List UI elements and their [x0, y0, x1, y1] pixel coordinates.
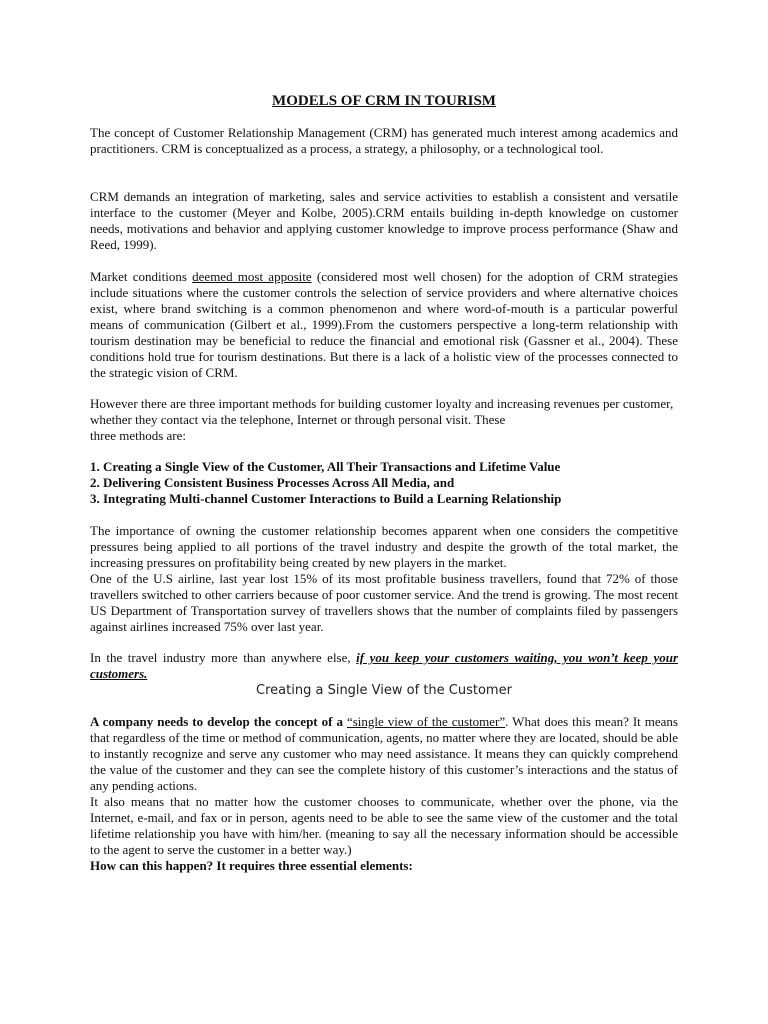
airline-statistics-text: One of the U.S airline, last year lost 15% of its most profitable business travellers, found that 72% of those travellers switched to other carriers because of poor customer service. And the trend is growing. The most recent US Department of Transportation survey of travellers shows that the number of complaints filed by passengers against airlines increased 75% over last year. [90, 571, 678, 634]
paragraph-crm-concept: The concept of Customer Relationship Management (CRM) has generated much interest among academics and practitioners. CRM is conceptualized as a process, a strategy, a philosophy, or a technological tool. [90, 125, 678, 156]
paragraph-market-conditions [90, 269, 678, 381]
single-view-bold-lead: A company needs to develop the concept of a [90, 714, 347, 729]
paragraph-travel-industry [90, 650, 678, 682]
document-title: MODELS OF CRM IN TOURISM [272, 93, 496, 109]
three-methods-intro-tail: three methods are: [90, 428, 187, 443]
section-heading-single-view: Creating a Single View of the Customer [256, 683, 512, 698]
deemed-most-apposite-underlined: deemed most apposite [192, 269, 312, 284]
single-view-rest: . What does this mean? It means that regardless of the time or method of communication, agents, no matter where they are located, should be able to instantly recognize and serve any customer who may need assistance. It means they can quickly comprehend the value of the customer and they can see the complete history of this customer’s interactions and the status of any pending actions. [90, 714, 678, 793]
paragraph-three-elements: How can this happen? It requires three essential elements: [90, 858, 413, 873]
method-item-3: 3. Integrating Multi-channel Customer Interactions to Build a Learning Relationship [90, 491, 562, 506]
paragraph-communication-channels: It also means that no matter how the customer chooses to communicate, whether over the phone, via the Internet, e-mail, and fax or in person, agents need to be able to see the same view of the customer and the total lifetime relationship you have with him/her. (meaning to say all the necessary information should be accessible to the agent to serve the customer in a better way.) [90, 794, 678, 857]
travel-industry-lead: In the travel industry more than anywhere else, [90, 650, 357, 665]
paragraph-owning-relationship [90, 523, 678, 635]
methods-list [90, 459, 678, 507]
market-conditions-lead: Market conditions [90, 269, 193, 284]
paragraph-three-methods-intro [90, 396, 678, 444]
owning-relationship-text: The importance of owning the customer relationship becomes apparent when one considers the competitive pressures being applied to all portions of the travel industry and despite the growth of the total market, the increasing pressures on profitability being created by new players in the market. [90, 523, 678, 570]
keep-customers-waiting-emphasis: if you keep your customers waiting, you won’t keep your customers. [90, 650, 679, 681]
single-view-quoted: “single view of the customer” [346, 714, 506, 729]
paragraph-single-view [90, 714, 678, 794]
three-methods-intro-text: However there are three important methods for building customer loyalty and increasing revenues per customer, whether they contact via the telephone, Internet or through personal visit. These [90, 396, 674, 427]
paragraph-crm-integration: CRM demands an integration of marketing, sales and service activities to establish a consistent and versatile interface to the customer (Meyer and Kolbe, 2005).CRM entails building in-depth knowledge on customer needs, motivations and behavior and applying customer knowledge to improve process performance (Shaw and Reed, 1999). [90, 189, 678, 252]
market-conditions-rest: (considered most well chosen) for the adoption of CRM strategies include situations where the customer controls the selection of service providers and where alternative choices exist, where brand switching is a common phenomenon and where word-of-mouth is a particular powerful means of communication (Gilbert et al., 1999).From the customers perspective a long-term relationship with tourism destination may be beneficial to reduce the financial and emotional risk (Gassner et al., 2004). These conditions hold true for tourism destinations. But there is a lack of a holistic view of the processes connected to the strategic vision of CRM. [90, 269, 678, 380]
method-item-1: 1. Creating a Single View of the Customer, All Their Transactions and Lifetime Value [90, 459, 561, 474]
method-item-2: 2. Delivering Consistent Business Processes Across All Media, and [90, 475, 455, 490]
